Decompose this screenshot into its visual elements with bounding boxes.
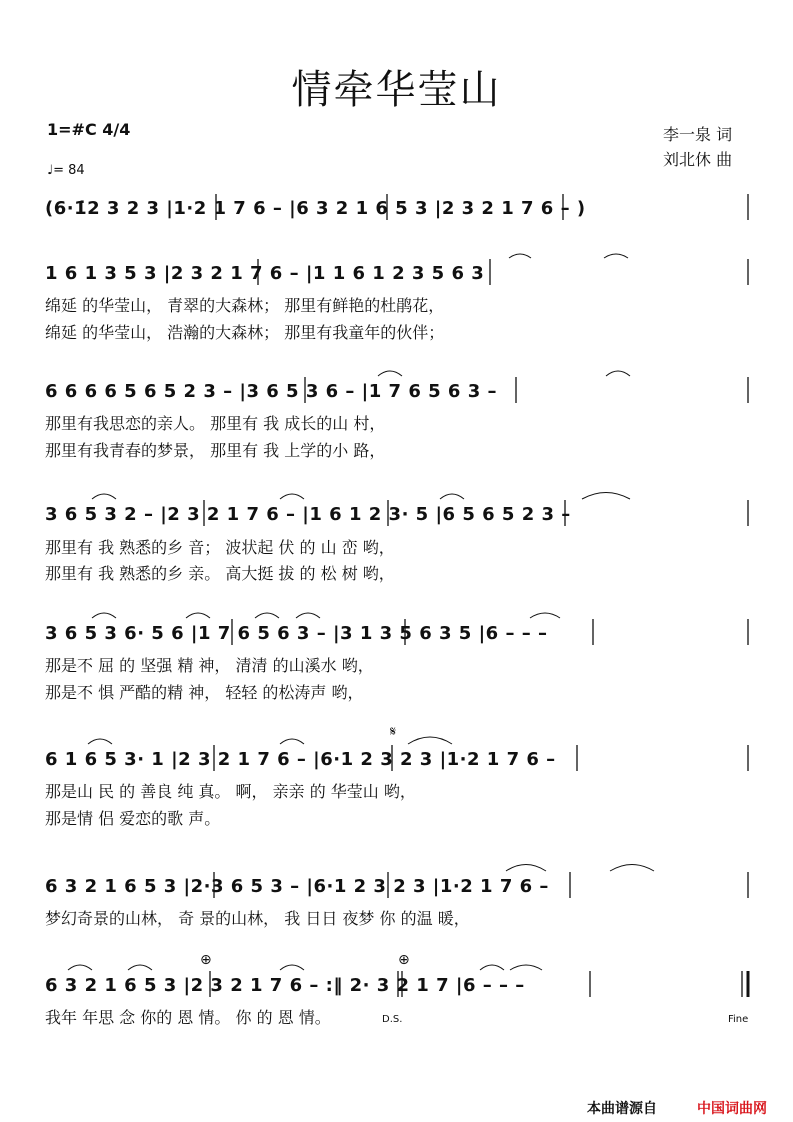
lyric-line: 梦幻奇景的山林， 奇 景的山林， 我 日日 夜梦 你 的温 暖， xyxy=(45,909,470,928)
segno-mark: 𝄋 xyxy=(390,724,397,740)
notation-row: 3 6 5 3 6· 5 6 |1 7 6 5 6 3 – |3 1 3 5 6 3 5 |6 – – – xyxy=(45,623,548,644)
key-signature: 1=#C 4/4 xyxy=(47,120,131,139)
lyric-line: 那是不 屈 的 坚强 精 神， 清清 的山溪水 哟， xyxy=(45,656,374,675)
lyricist-credit: 李一泉 词 xyxy=(663,125,733,144)
lyric-line: 那是山 民 的 善良 纯 真。 啊， 亲亲 的 华莹山 哟， xyxy=(45,782,416,801)
lyric-line: 那里有我思恋的亲人。 那里有 我 成长的山 村， xyxy=(45,414,386,433)
notation-row: 6 1 6 5 3· 1 |2 3 2 1 7 6 – |6·1 2 3 2 3 |1·2 1 7 6 – xyxy=(45,749,556,770)
notation-row: 6 6 6 6 5 6 5 2 3 – |3 6 5 3 6 – |1 7 6 5 6 3 – xyxy=(45,381,498,402)
notation-row: (6·1̇2 3 2 3 |1·2 1 7 6 – |6 3 2 1 6 5 3 |2 3 2 1 7 6 – ) xyxy=(45,198,586,219)
notation-row: 3 6 5 3 2 – |2 3 2 1 7 6 – |1 6 1 2 3· 5 |6 5 6 5 2 3 – xyxy=(45,504,571,525)
ds-mark: D.S. xyxy=(382,1014,403,1025)
lyric-line: 那是情 侣 爱恋的歌 声。 xyxy=(45,809,221,828)
lyric-line: 那是不 惧 严酷的精 神， 轻轻 的松涛声 哟， xyxy=(45,683,364,702)
lyric-line: 绵延 的华莹山， 浩瀚的大森林； 那里有我童年的伙伴； xyxy=(45,323,445,342)
notation-row: 6 3 2 1 6 5 3 |2 3 2 1 7 6 – :‖ 2· 3 2 1 7 |6 – – – xyxy=(45,975,525,996)
lyric-line: 那里有我青春的梦景， 那里有 我 上学的小 路， xyxy=(45,441,386,460)
notation-row: 1 6 1 3 5 3 |2 3 2 1 7 6 – |1 1 6 1 2 3 5 6 3 xyxy=(45,263,485,284)
tempo-marking: ♩= 84 xyxy=(47,163,85,178)
notation-row: 6 3 2 1 6 5 3 |2·3 6 5 3 – |6·1 2 3 2 3 |1·2 1 7 6 – xyxy=(45,876,549,897)
song-title: 情牵华莹山 xyxy=(291,67,502,113)
composer-credit: 刘北休 曲 xyxy=(663,150,733,169)
lyric-line: 那里有 我 熟悉的乡 亲。 高大挺 拔 的 松 树 哟， xyxy=(45,564,395,583)
lyric-line: 我年 年思 念 你的 恩 情。 你 的 恩 情。 xyxy=(45,1008,331,1027)
coda-mark: ⊕ xyxy=(200,952,212,968)
source-label: 本曲谱源自 xyxy=(587,1101,657,1117)
lyric-line: 绵延 的华莹山， 青翠的大森林； 那里有鲜艳的杜鹃花， xyxy=(45,296,445,315)
fine-mark: Fine xyxy=(728,1014,749,1025)
coda-mark: ⊕ xyxy=(398,952,410,968)
lyric-line: 那里有 我 熟悉的乡 音； 波状起 伏 的 山 峦 哟， xyxy=(45,538,395,557)
source-site-link[interactable]: 中国词曲网 xyxy=(697,1101,767,1117)
